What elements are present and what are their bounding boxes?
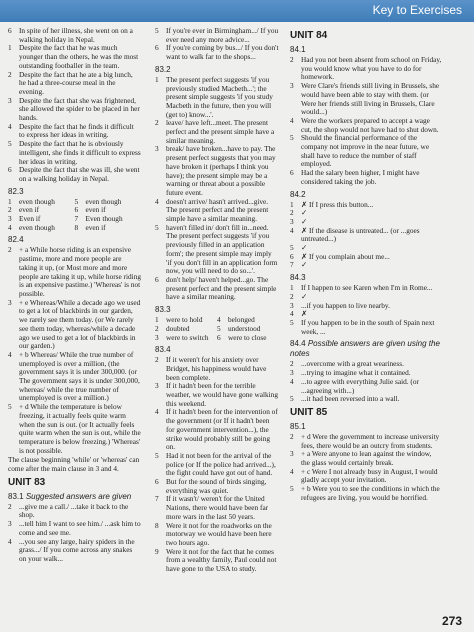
answer-number: 2 <box>155 323 159 333</box>
answer-text: break/ have broken...have to pay. The present perfect suggests that you may have broken it (perhaps I think you have); the present simple may be a warning or threat about a possible future event. <box>166 144 276 197</box>
answer-item <box>8 140 141 166</box>
answer-text: were to close <box>228 332 267 342</box>
answers-85-1 <box>290 433 442 503</box>
answer-text: ✗ If the disease is untreated... (or ...goes untreated...) <box>301 225 420 244</box>
answer-text: Despite the fact that she was ill, she went on a walking holiday in Nepal. <box>19 165 140 183</box>
answer-number: 3 <box>155 332 159 342</box>
answer-item <box>290 117 442 134</box>
answer-item <box>290 134 442 169</box>
answer-text: even if <box>19 205 40 215</box>
answers-83-2 <box>155 76 279 302</box>
section-83-1-note: Suggested answers are given <box>25 491 132 501</box>
answer-number: 3 <box>290 216 294 226</box>
answer-number: 5 <box>290 317 294 327</box>
section-83-1 <box>8 492 141 502</box>
answer-text: If you're coming by bus.../ If you don't want to walk far to the shops... <box>166 43 279 62</box>
answer-number: 5 <box>290 484 294 494</box>
answer-text: + a While horse riding is an expensive pastime, more and more people are taking it up, (or Most more and more people are taking it up, while horse riding is an expensive pastime.) 'Whereas' is not possible. <box>19 245 141 298</box>
answer-number: 4 <box>155 407 159 417</box>
answer-text: ...tell him I want to see him./ ...ask him to come and see me. <box>19 519 141 537</box>
answer-number: 2 <box>290 208 294 218</box>
answer-number: 8 <box>155 520 159 530</box>
answer-number: 5 <box>290 133 294 143</box>
answer-number: 1 <box>8 43 12 53</box>
answer-text: + c Were I not already busy in August, I would gladly accept your invitation. <box>301 466 438 485</box>
answer-item <box>155 276 279 302</box>
answer-text: ...to agree with everything Julie said. (or ...agreeing with...) <box>301 376 419 395</box>
answer-number: 3 <box>8 297 12 307</box>
answer-text: + e Whereas/While a decade ago we used to get a lot of blackbirds in our garden, we rarely see them today. (or We rarely see them today, whereas/while a decade ago we used to get a lot of blackbirds in our garden.) <box>19 297 141 351</box>
answer-number: 7 <box>74 214 79 224</box>
answer-number: 4 <box>8 222 12 232</box>
section-84-2: 84.2 <box>290 189 306 199</box>
answers-82-3 <box>8 198 141 233</box>
answer-number: 1 <box>155 74 159 84</box>
answer-number: 5 <box>8 139 12 149</box>
section-84-1: 84.1 <box>290 45 306 54</box>
answer-number: 5 <box>217 323 221 333</box>
answer-number: 2 <box>8 501 12 511</box>
answer-text: ...give me a call./ ...take it back to the shop. <box>19 501 129 520</box>
answer-item <box>290 82 442 117</box>
answer-text: If it hadn't been for the terrible weather, we would have gone walking this weekend. <box>166 381 278 408</box>
answers-84-1 <box>290 56 442 187</box>
answer-item <box>155 522 279 548</box>
answer-item <box>75 224 142 233</box>
answer-item <box>155 27 279 44</box>
answer-number: 7 <box>290 260 294 270</box>
answer-number: 4 <box>8 536 12 546</box>
answer-text: ...if you happen to live nearby. <box>301 300 390 310</box>
answer-item <box>155 145 279 197</box>
answer-item <box>155 382 279 408</box>
answer-number: 2 <box>8 245 12 255</box>
answer-item <box>8 403 141 455</box>
page-number: 273 <box>441 614 462 628</box>
answer-number: 7 <box>155 494 159 504</box>
answer-text: Had the salary been higher, I might have considered taking the job. <box>301 168 420 186</box>
answer-item <box>155 548 279 574</box>
answer-number: 3 <box>290 449 294 459</box>
answer-number: 6 <box>290 168 294 178</box>
header-title: Key to Exercises <box>372 3 462 17</box>
answer-number: 2 <box>290 55 294 64</box>
answer-number: 5 <box>290 243 294 253</box>
answers-84-2 <box>290 201 442 271</box>
answer-text: don't help/ haven't helped...go. The present perfect and the present simple have a similar meaning. <box>166 274 277 302</box>
answer-item <box>8 299 141 351</box>
section-85-1: 85.1 <box>290 421 306 431</box>
answer-text: In spite of her illness, she went on on a walking holiday in Nepal. <box>19 26 133 44</box>
answer-text: Despite the fact that he was much younger than the others, he was the most outstanding footballer in the team. <box>19 43 139 70</box>
section-84-4-number: 84.4 <box>290 339 306 349</box>
answer-number: 4 <box>8 121 12 131</box>
column-1 <box>8 27 141 564</box>
answer-number: 2 <box>290 291 294 301</box>
section-82-3: 82.3 <box>8 186 24 196</box>
answer-text: were to hold <box>166 315 203 325</box>
answer-text: ✗ <box>301 309 308 319</box>
answer-item <box>8 166 141 183</box>
clause-note: The clause beginning 'while' or 'whereas' can come after the main clause in 3 and 4. <box>8 455 140 474</box>
answer-number: 3 <box>8 519 12 529</box>
answer-text: If you happen to be in the south of Spain next week, ... <box>301 317 435 336</box>
answer-item <box>155 44 279 61</box>
answer-item <box>75 198 142 207</box>
answer-number: 4 <box>290 466 294 476</box>
answer-item <box>75 215 142 224</box>
answer-number: 4 <box>290 376 294 386</box>
answer-number: 6 <box>290 251 294 261</box>
answer-text: Should the financial performance of the company not improve in the near future, we shall have to reduce the number of staff employed. <box>301 133 430 169</box>
column-2 <box>155 27 279 574</box>
answer-text: even though <box>85 196 122 206</box>
answer-item <box>290 433 442 450</box>
answer-item <box>290 378 442 395</box>
answer-number: 2 <box>8 205 12 215</box>
answer-text: Despite the fact that he finds it difficult to express her ideas in writing. <box>19 121 134 140</box>
answer-text: ✗ If I press this button... <box>301 199 374 209</box>
answer-item <box>290 209 442 218</box>
answer-text: + d Were the government to increase university fees, there would be an outcry from students. <box>301 431 440 450</box>
answer-number: 5 <box>155 26 159 35</box>
answer-text: If I happen to see Karen when I'm in Rome... <box>301 283 433 293</box>
answer-text: ✓ <box>301 216 308 226</box>
section-83-4: 83.4 <box>155 345 171 355</box>
answer-number: 3 <box>8 95 12 105</box>
section-84-3: 84.3 <box>290 273 306 283</box>
page-header <box>0 0 474 22</box>
answer-number: 4 <box>290 115 294 125</box>
answer-item <box>155 356 279 382</box>
answer-number: 4 <box>217 315 221 325</box>
answer-item <box>290 395 442 404</box>
answer-item <box>8 520 141 537</box>
section-84-4 <box>290 339 442 359</box>
answer-text: Were it not for the roadworks on the motorway we would have been here two hours ago. <box>166 520 272 547</box>
answers-82-2 <box>8 27 141 184</box>
answer-number: 1 <box>155 315 159 325</box>
answer-text: ✓ <box>301 243 308 253</box>
answer-item <box>155 452 279 478</box>
answer-item <box>8 97 141 123</box>
answer-text: Despite the fact that he ate a big lunch, he had a three-course meal in the evening. <box>19 69 133 96</box>
answers-83-1-cont <box>155 27 279 62</box>
section-84-4-note: Possible answers are given using the notes <box>290 339 440 359</box>
answer-item <box>290 485 442 502</box>
answer-text: If it hadn't been for the intervention of the government (or If it hadn't been for government intervention...), the strike would probably still be going on. <box>166 407 278 452</box>
answer-number: 3 <box>290 300 294 310</box>
answer-number: 3 <box>8 214 12 224</box>
answers-82-4 <box>8 246 141 455</box>
answer-item <box>8 246 141 298</box>
answer-item <box>290 261 442 270</box>
answer-item <box>290 319 442 336</box>
answer-text: even if <box>85 222 106 232</box>
answer-text: If you're ever in Birmingham.../ If you ever need any more advice... <box>166 26 279 44</box>
answer-text: even though <box>19 196 55 206</box>
answer-item <box>290 56 442 82</box>
answer-number: 4 <box>290 225 294 235</box>
answer-number: 5 <box>290 394 294 404</box>
answer-number: 6 <box>155 43 159 53</box>
answer-text: If it weren't for his anxiety over Bridget, his happiness would have been complete. <box>166 355 267 382</box>
answer-text: Despite the fact that she was frightened, she allowed the spider to be placed in her hands. <box>19 95 140 123</box>
answer-number: 2 <box>8 69 12 79</box>
answer-text: If it wasn't/ weren't for the United Nations, there would have been far more wars in the last 50 years. <box>166 494 269 521</box>
answers-83-1 <box>8 503 141 564</box>
answer-number: 5 <box>155 450 159 460</box>
answer-text: The present perfect suggests 'if you previously studied Macbeth...'; the present simple suggests 'if you study Macbeth in the future, then you will (get to) know...'. <box>166 74 273 119</box>
answer-number: 6 <box>74 205 79 215</box>
answer-number: 6 <box>155 477 159 487</box>
answer-text: ...you see any large, hairy spiders in the grass.../ If you come across any snakes on your walk... <box>19 536 135 563</box>
answer-text: ✓ <box>301 291 308 301</box>
answer-number: 3 <box>290 368 294 378</box>
answer-item <box>290 284 442 293</box>
answer-text: Even if <box>19 214 41 224</box>
answer-text: haven't filled in/ don't fill in...need. The present perfect suggests 'if you previously filled in an application form'; the present simple may imply 'if you don't fill in an application form now, you will need to do so...'. <box>166 222 278 276</box>
answer-item <box>290 201 442 210</box>
answer-text: belonged <box>228 315 255 325</box>
answer-item <box>290 227 442 244</box>
answer-item <box>155 478 279 495</box>
answers-83-3 <box>155 316 279 342</box>
answer-item <box>8 123 141 140</box>
answer-item <box>8 27 141 44</box>
answer-text: Were Clare's friends still living in Brussels, she would have been able to stay with them. (or Were her friends still living in Brussels, Clare would...) <box>301 81 440 117</box>
section-83-1-number: 83.1 <box>8 491 24 501</box>
answer-text: ...trying to imagine what it contained. <box>301 368 411 378</box>
answer-number: 5 <box>8 402 12 412</box>
answers-84-3 <box>290 284 442 336</box>
answer-item <box>290 468 442 485</box>
answer-number: 3 <box>155 381 159 391</box>
answer-text: even if <box>85 205 106 215</box>
answer-text: + a Were anyone to lean against the window, the glass would certainly break. <box>301 449 432 468</box>
answer-number: 9 <box>155 546 159 556</box>
answer-text: doesn't arrive/ hasn't arrived...give. The present perfect and the present simple have a similar meaning. <box>166 196 269 224</box>
answer-text: Despite the fact that he is obviously intelligent, she finds it difficult to express her ideas in writing. <box>19 139 141 166</box>
answer-text: Even though <box>85 214 123 224</box>
answer-item <box>155 495 279 521</box>
answer-item <box>8 71 141 97</box>
answer-text: Had it not been for the arrival of the police (or If the police had arrived...), the fight could have got out of hand. <box>166 450 276 478</box>
answer-text: But for the sound of birds singing, everything was quiet. <box>166 477 267 495</box>
answer-text: + d While the temperature is below freezing, it actually feels quite warm when the sun is out. (or It actually feels quite warm when the sun is out, while the temperature is below freezing.) 'Whereas' is not possible. <box>19 402 141 455</box>
answer-text: ...overcome with a great weariness. <box>301 359 404 369</box>
section-83-3: 83.3 <box>155 305 171 315</box>
answer-item <box>8 224 75 233</box>
unit-83-heading: UNIT 83 <box>8 476 46 488</box>
answer-text: Were it not for the fact that he comes from a wealthy family, Paul could not have gone to the USA to study. <box>166 546 277 574</box>
answer-item <box>155 408 279 452</box>
answers-84-4 <box>290 360 442 404</box>
answer-number: 4 <box>290 309 294 319</box>
answer-number: 5 <box>155 222 159 232</box>
answer-number: 1 <box>290 199 294 209</box>
answer-number: 8 <box>74 222 79 232</box>
answer-number: 3 <box>290 81 294 91</box>
answer-item <box>8 503 141 520</box>
answer-number: 2 <box>155 355 159 365</box>
answer-item <box>155 334 217 343</box>
answer-text: were to switch <box>166 332 209 342</box>
answer-item <box>155 76 279 120</box>
answer-text: doubted <box>166 323 190 333</box>
answer-item <box>8 198 75 207</box>
answer-number: 2 <box>155 118 159 128</box>
answer-item <box>290 302 442 311</box>
answer-text: even though <box>19 222 55 232</box>
answer-text: + b Were you to see the conditions in which the refugees are living, you would be horrified. <box>301 484 440 502</box>
answer-number: 2 <box>290 359 294 369</box>
answer-text: understood <box>228 323 261 333</box>
answer-number: 2 <box>290 431 294 441</box>
answer-number: 6 <box>155 274 159 284</box>
answer-number: 6 <box>8 165 12 175</box>
answer-item <box>8 538 141 564</box>
answers-83-4 <box>155 356 279 574</box>
answer-item <box>290 450 442 467</box>
section-82-4: 82.4 <box>8 235 24 245</box>
column-3 <box>290 27 442 503</box>
answer-item <box>155 119 279 145</box>
answer-number: 4 <box>155 196 159 206</box>
answer-item <box>8 206 75 215</box>
answer-item <box>290 253 442 262</box>
answer-item <box>8 44 141 70</box>
answer-item <box>290 169 442 186</box>
answer-text: ...it had been reversed into a wall. <box>301 394 400 404</box>
answer-item <box>155 224 279 276</box>
answer-item <box>217 334 279 343</box>
answer-text: + b Whereas/ While the true number of unemployed is over a million, (the government says it is under 300,000. (or The government says it is under 300,000, whereas/ while the true number of unemployed is over a million.) <box>19 349 140 403</box>
answer-item <box>155 198 279 224</box>
unit-85-heading: UNIT 85 <box>290 406 328 418</box>
answer-number: 5 <box>74 196 79 206</box>
answer-text: ✓ <box>301 260 308 270</box>
answer-number: 6 <box>8 26 12 35</box>
answer-text: Were the workers prepared to accept a wage cut, the shop would not have had to shut down. <box>301 115 439 134</box>
answer-number: 6 <box>217 332 221 342</box>
answer-number: 4 <box>8 349 12 359</box>
section-83-2: 83.2 <box>155 64 171 74</box>
answer-number: 1 <box>290 283 294 293</box>
answer-text: ✗ If you complain about me... <box>301 251 390 261</box>
answer-text: Had you not been absent from school on Friday, you would know what you have to do for homework. <box>301 55 442 82</box>
unit-84-heading: UNIT 84 <box>290 30 328 41</box>
answer-number: 1 <box>8 196 12 206</box>
answer-item <box>8 351 141 403</box>
answer-text: ✓ <box>301 208 308 218</box>
answer-text: leave/ have left...meet. The present perfect and the present simple have a similar meaning. <box>166 118 275 145</box>
answer-number: 3 <box>155 144 159 154</box>
